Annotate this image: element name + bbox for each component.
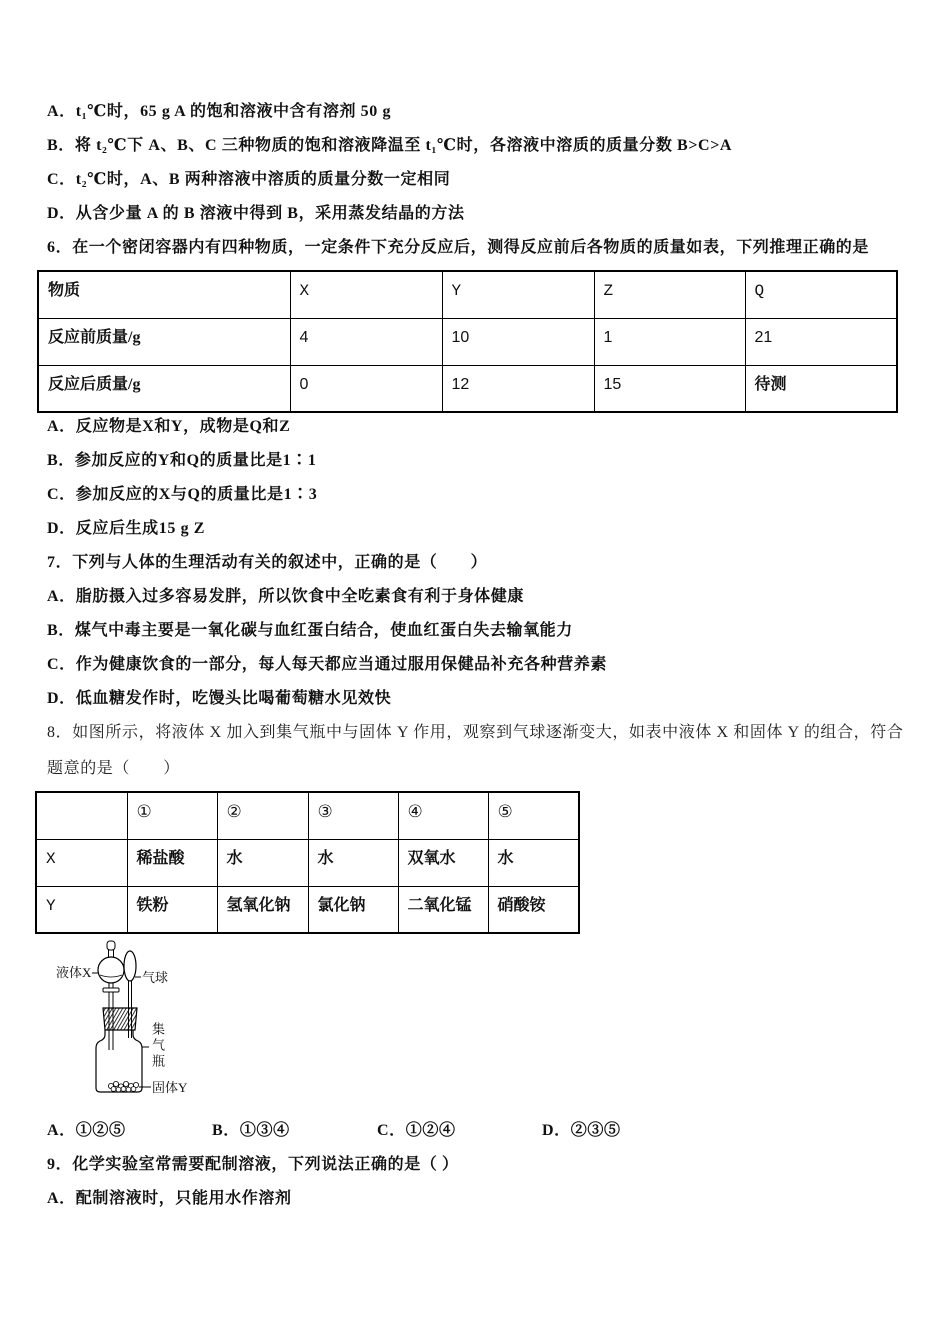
option-text: t₂℃时，A、B 两种溶液中溶质的质量分数一定相同 [75,171,451,188]
apparatus-figure [45,938,205,1100]
option-label: C． [47,171,76,188]
table-row [38,365,897,412]
option-label: A． [47,1190,76,1207]
option-text: 脂肪摄入过多容易发胖，所以饮食中全吃素食有利于身体健康 [75,588,524,605]
option-text: 参加反应的Y和Q的质量比是1∶1 [74,452,317,469]
row-label-cell: 反应后质量/g [38,365,290,412]
table-cell: 二氧化锰 [398,886,488,933]
header-cell: Y [442,271,594,318]
q6-options [47,410,927,546]
q9-stem [47,1148,927,1182]
option-label: C． [47,656,76,673]
question-number: 7． [47,554,73,571]
table-row [36,886,579,933]
header-cell: Z [594,271,745,318]
q8-combination-table [35,791,580,934]
q8-stem-line-1 [47,716,927,750]
q9-option-a [47,1182,927,1216]
option-label: B． [47,452,75,469]
q8-option-a [47,1114,212,1148]
table-cell: 15 [594,365,745,412]
table-cell: 10 [442,318,594,365]
option-text: ①③④ [239,1122,290,1139]
q5-option-c [47,163,927,197]
table-cell: 稀盐酸 [127,839,217,886]
table-row [38,318,897,365]
option-label: D． [47,690,76,707]
option-label: C． [47,486,76,503]
header-cell: Q [745,271,897,318]
q6-option-b [47,444,927,478]
option-text: 反应物是X和Y，成物是Q和Z [75,418,291,435]
option-label: A． [47,588,76,605]
q6-option-c [47,478,927,512]
q8-options-row [47,1114,927,1148]
row-label-cell: X [36,839,127,886]
table-cell: 双氧水 [398,839,488,886]
option-text: 低血糖发作时，吃馒头比喝葡萄糖水见效快 [75,690,392,707]
question-number: 9． [47,1156,73,1173]
q8-option-b [212,1114,377,1148]
q7 [47,546,927,716]
q6-mass-table [37,270,898,413]
q6-option-a [47,410,927,444]
header-cell: ① [127,792,217,839]
option-text: 配制溶液时，只能用水作溶剂 [75,1190,292,1207]
header-cell: ② [217,792,308,839]
table-cell: 铁粉 [127,886,217,933]
q8-options [47,1114,927,1148]
row-label-cell: Y [36,886,127,933]
funnel-stopper [107,941,115,950]
header-cell: 物质 [38,271,290,318]
option-text: 从含少量 A 的 B 溶液中得到 B，采用蒸发结晶的方法 [75,205,465,222]
table-cell: 氯化钠 [308,886,398,933]
q8-option-c [377,1114,542,1148]
header-cell: ⑤ [488,792,579,839]
q5-options [47,95,927,265]
q9 [47,1148,927,1216]
q7-option-b [47,614,927,648]
funnel-neck [109,950,114,957]
q8-stem-continued [47,752,927,786]
q7-option-a [47,580,927,614]
option-label: C． [377,1122,406,1139]
corner-cell [36,792,127,839]
table-cell: 硝酸铵 [488,886,579,933]
balloon [124,951,136,981]
question-stem: 在一个密闭容器内有四种物质，一定条件下充分反应后，测得反应前后各物质的质量如表，下列推理正确的是 [72,239,870,256]
q7-option-d [47,682,927,716]
q5-option-b [47,129,927,163]
q8-stem-line-2: 题意的是（ ） [47,760,180,777]
table-cell: 21 [745,318,897,365]
liquid-x-label: 液体X [56,965,92,980]
gas-bottle-label: 集气瓶 [150,1022,165,1070]
table-header-row [38,271,897,318]
option-label: B． [47,137,75,154]
table-cell: 水 [308,839,398,886]
option-label: B． [47,622,75,639]
option-text: 将 t₂℃下 A、B、C 三种物质的饱和溶液降温至 t₁℃时，各溶液中溶质的质量分数 B>C>A [74,137,733,154]
q5-option-a [47,95,927,129]
option-text: ①②⑤ [75,1122,126,1139]
table-cell: 4 [290,318,442,365]
stopcock [103,988,119,992]
q8-stem [47,716,927,750]
option-text: 参加反应的X与Q的质量比是1∶3 [75,486,318,503]
table-cell: 氢氧化钠 [217,886,308,933]
option-label: A． [47,418,76,435]
option-label: A． [47,103,76,120]
table-cell: 1 [594,318,745,365]
q6-option-d [47,512,927,546]
table-cell: 水 [217,839,308,886]
funnel-bulb [98,957,124,983]
table-cell: 水 [488,839,579,886]
table-cell: 12 [442,365,594,412]
question-stem: 下列与人体的生理活动有关的叙述中，正确的是（ ） [72,554,488,571]
option-text: 作为健康饮食的一部分，每人每天都应当通过服用保健品补充各种营养素 [75,656,607,673]
option-label: D． [47,520,76,537]
option-text: ①②④ [405,1122,456,1139]
table-header-row [36,792,579,839]
row-label-cell: 反应前质量/g [38,318,290,365]
option-label: D． [47,205,76,222]
option-label: A． [47,1122,76,1139]
solid-y-label: 固体Y [152,1080,188,1095]
apparatus-drawing [45,938,205,1100]
balloon-label: 气球 [142,970,169,985]
rubber-stopper [103,1008,137,1030]
table-cell: 待测 [745,365,897,412]
option-text: t₁℃时，65 g A 的饱和溶液中含有溶剂 50 g [75,103,392,120]
question-number: 6． [47,239,73,256]
table-cell: 0 [290,365,442,412]
q7-stem [47,546,927,580]
option-text: 煤气中毒主要是一氧化碳与血红蛋白结合，使血红蛋白失去输氧能力 [74,622,573,639]
q7-option-c [47,648,927,682]
option-label: D． [542,1122,571,1139]
option-text: 反应后生成15 g Z [75,520,206,537]
q6-stem [47,231,927,265]
table-row [36,839,579,886]
q8-option-d [542,1114,707,1148]
question-number: 8． [47,724,73,741]
q5-option-d [47,197,927,231]
option-label: B． [212,1122,240,1139]
header-cell: X [290,271,442,318]
header-cell: ④ [398,792,488,839]
header-cell: ③ [308,792,398,839]
solid-particles [108,1081,138,1092]
option-text: ②③⑤ [570,1122,621,1139]
question-stem: 化学实验室常需要配制溶液，下列说法正确的是（ ） [72,1156,459,1173]
question-stem: 如图所示，将液体 X 加入到集气瓶中与固体 Y 作用，观察到气球逐渐变大，如表中液体 X 和固体 Y 的组合，符合 [72,724,904,741]
